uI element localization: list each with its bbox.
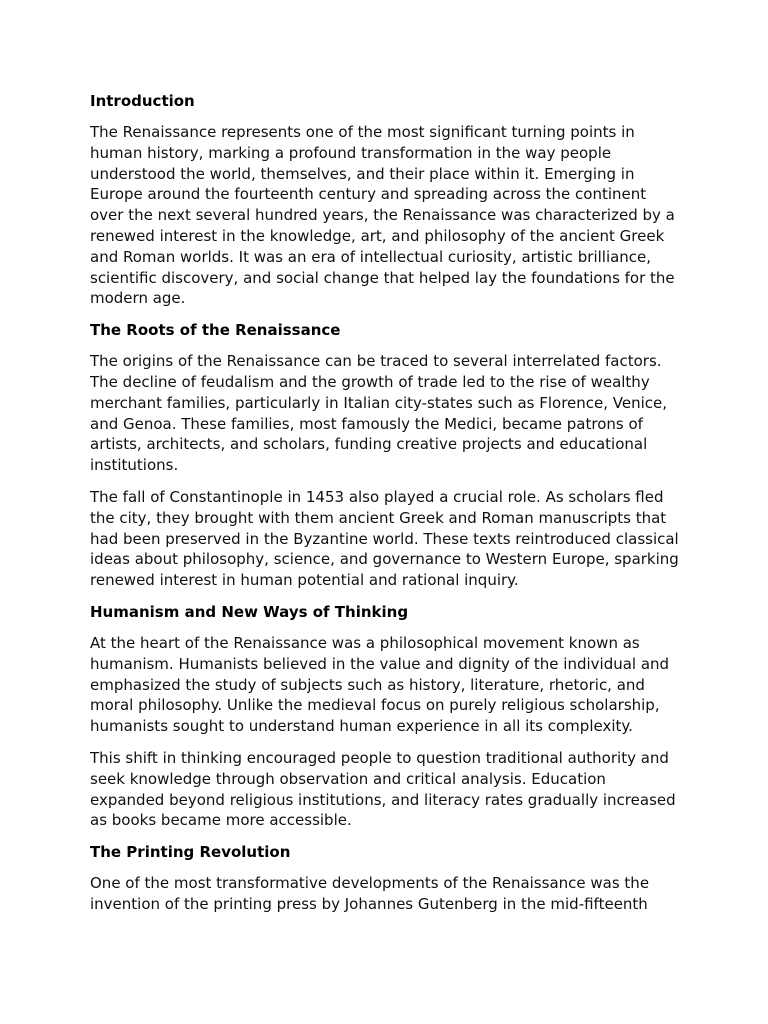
paragraph: This shift in thinking encouraged people to question traditional authority and seek knowledge through observation and critical analysis. Education expanded beyond religious institutions, and literacy rates gradually increased as books became more accessible. [90,748,676,830]
paragraph: At the heart of the Renaissance was a philosophical movement known as humanism. Humanists believed in the value and dignity of the individual and emphasized the study of subjects such as history, literature, rhetoric, and moral philosophy. Unlike the medieval focus on purely religious scholarship, humanists sought to understand human experience in all its complexity. [90,633,670,736]
section-printing [90,842,682,915]
paragraph: The origins of the Renaissance can be traced to several interrelated factors. The decline of feudalism and the growth of trade led to the rise of wealthy merchant families, particularly in Italian city-states such as Florence, Venice, and Genoa. These families, most famously the Medici, became patrons of artists, architects, and scholars, funding creative projects and educational institutions. [90,352,668,475]
document-page [90,91,682,926]
section-heading: Humanism and New Ways of Thinking [90,602,409,621]
section-heading: The Printing Revolution [90,843,291,862]
paragraph: One of the most transformative developments of the Renaissance was the invention of the printing press by Johannes Gutenberg in the mid-fifteenth [90,874,650,913]
section-humanism [90,602,682,831]
section-heading: Introduction [90,92,195,110]
section-roots [90,320,682,591]
paragraph: The Renaissance represents one of the most significant turning points in human history, marking a profound transformation in the way people understood the world, themselves, and their place within it. Emerging in Europe around the fourteenth century and spreading across the continent over the next several hundred years, the Renaissance was characterized by a renewed interest in the knowledge, art, and philosophy of the ancient Greek and Roman worlds. It was an era of intellectual curiosity, artistic brilliance, scientific discovery, and social change that helped lay the foundations for the modern age. [90,123,675,308]
section-introduction [90,91,682,309]
section-heading: The Roots of the Renaissance [90,321,341,340]
paragraph: The fall of Constantinople in 1453 also played a crucial role. As scholars fled the city, they brought with them ancient Greek and Roman manuscripts that had been preserved in the Byzantine world. These texts reintroduced classical ideas about philosophy, science, and governance to Western Europe, sparking renewed interest in human potential and rational inquiry. [90,487,679,590]
